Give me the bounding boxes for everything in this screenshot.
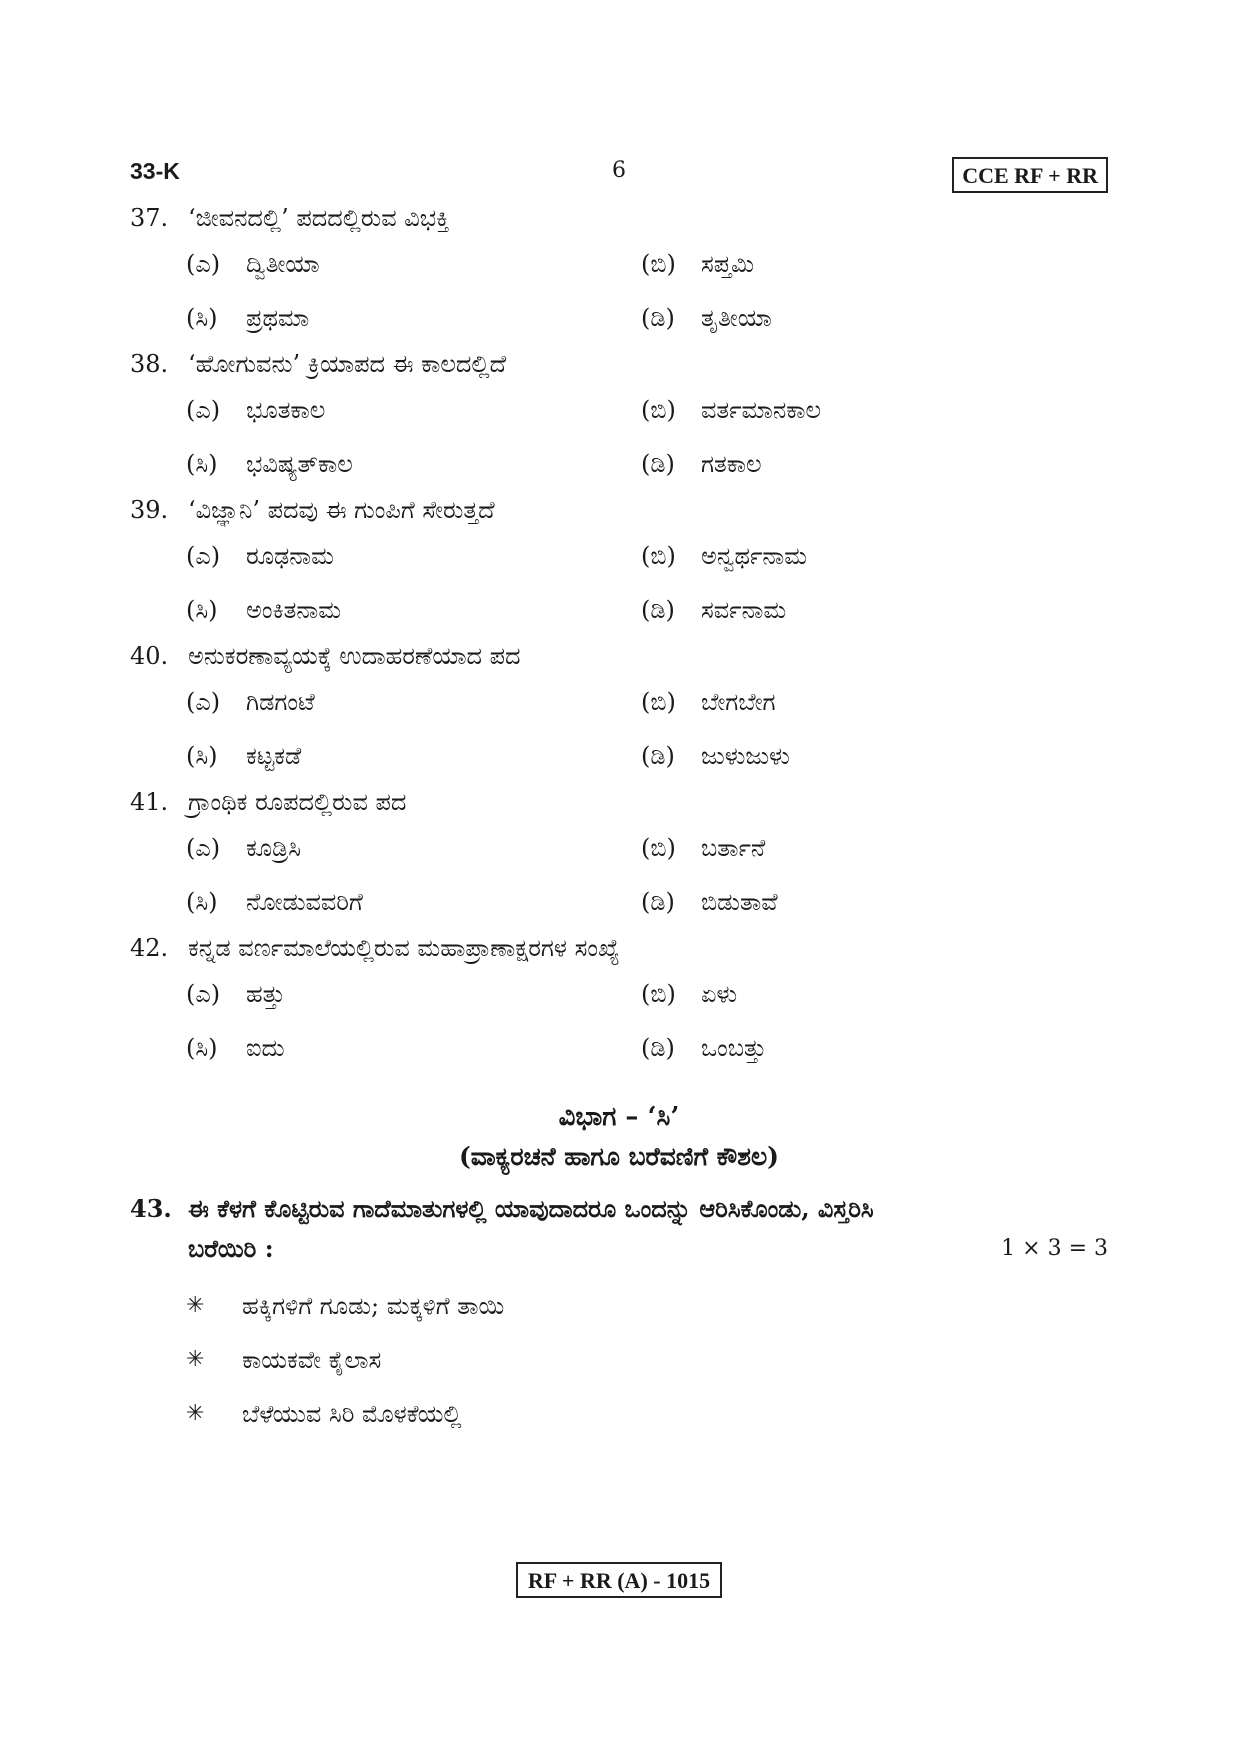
question-text: ‘ವಿಜ್ಞಾನಿ’ ಪದವು ಈ ಗುಂಪಿಗೆ ಸೇರುತ್ತದೆ <box>188 496 495 524</box>
option-label: (ಸಿ) <box>186 888 218 916</box>
question-text-line2: ಬರೆಯಿರಿ : <box>188 1234 274 1263</box>
question-42 <box>130 929 1108 1075</box>
option-text: ಗತಕಾಲ <box>701 450 762 478</box>
option-c <box>186 583 641 637</box>
option-b <box>641 675 1096 729</box>
option-text: ವರ್ತಮಾನಕಾಲ <box>701 396 822 424</box>
option-d <box>641 583 1096 637</box>
option-text: ಒಂಬತ್ತು <box>701 1034 767 1062</box>
option-text: ಅಂಕಿತನಾಮ <box>246 596 342 624</box>
option-text: ದ್ವಿತೀಯಾ <box>246 250 320 278</box>
question-text: ಈ ಕೆಳಗೆ ಕೊಟ್ಟಿರುವ ಗಾದೆಮಾತುಗಳಲ್ಲಿ ಯಾವುದಾದರೂ ಒಂದನ್ನು ಆರಿಸಿಕೊಂಡು, ವಿಸ್ತರಿಸಿ <box>188 1194 874 1223</box>
option-a <box>186 967 641 1021</box>
option-b <box>641 529 1096 583</box>
option-label: (ಡಿ) <box>641 888 675 916</box>
footer-code: RF + RR (A) - 1015 <box>516 1562 722 1598</box>
option-text: ಭವಿಷ್ಯತ್‌ಕಾಲ <box>246 450 353 478</box>
options-grid <box>186 967 1108 1075</box>
option-label: (ಸಿ) <box>186 596 218 624</box>
option-a <box>186 529 641 583</box>
question-number: 43. <box>130 1194 172 1223</box>
asterisk-bullet-icon: ✳ <box>186 1401 205 1426</box>
option-d <box>641 437 1096 491</box>
option-text: ಹತ್ತು <box>246 980 286 1008</box>
section-title: ವಿಭಾಗ – ‘ಸಿ’ <box>558 1102 680 1132</box>
option-label: (ಸಿ) <box>186 742 218 770</box>
options-grid <box>186 237 1108 345</box>
option-c <box>186 437 641 491</box>
question-text: ಅನುಕರಣಾವ್ಯಯಕ್ಕೆ ಉದಾಹರಣೆಯಾದ ಪದ <box>188 642 521 670</box>
option-text: ಭೂತಕಾಲ <box>246 396 326 424</box>
option-b <box>641 967 1096 1021</box>
option-text: ಬೇಗಬೇಗ <box>701 688 776 716</box>
question-38 <box>130 345 1108 491</box>
option-label: (ಬಿ) <box>641 542 676 570</box>
option-a <box>186 821 641 875</box>
option-d <box>641 875 1096 929</box>
option-text: ಕಟ್ಟಕಡೆ <box>246 742 302 770</box>
option-text: ಅನ್ವರ್ಥನಾಮ <box>701 542 808 570</box>
option-label: (ಬಿ) <box>641 980 676 1008</box>
list-item <box>186 1333 1108 1387</box>
option-a <box>186 675 641 729</box>
option-b <box>641 383 1096 437</box>
option-label: (ಎ) <box>186 250 221 278</box>
question-text: ‘ಹೋಗುವನು’ ಕ್ರಿಯಾಪದ ಈ ಕಾಲದಲ್ಲಿದೆ <box>188 350 507 378</box>
list-item <box>186 1279 1108 1333</box>
option-label: (ಬಿ) <box>641 834 676 862</box>
paper-code: 33-K <box>130 158 180 184</box>
options-grid <box>186 383 1108 491</box>
option-label: (ಬಿ) <box>641 250 676 278</box>
option-text: ರೂಢನಾಮ <box>246 542 334 570</box>
proverb-text: ಬೆಳೆಯುವ ಸಿರಿ ಮೊಳಕೆಯಲ್ಲಿ <box>242 1400 462 1428</box>
question-number: 42. <box>130 934 169 962</box>
page-number: 6 <box>612 158 626 183</box>
option-c <box>186 1021 641 1075</box>
option-text: ಏಳು <box>701 980 738 1008</box>
question-text: ‘ಜೀವನದಲ್ಲಿ’ ಪದದಲ್ಲಿರುವ ವಿಭಕ್ತಿ <box>188 204 450 232</box>
option-text: ಬಿಡುತಾವೆ <box>701 888 778 916</box>
question-41 <box>130 783 1108 929</box>
option-label: (ಸಿ) <box>186 304 218 332</box>
question-number: 37. <box>130 204 169 232</box>
option-d <box>641 291 1096 345</box>
option-text: ಕೂಡ್ರಿಸಿ <box>246 834 302 862</box>
option-text: ತೃತೀಯಾ <box>701 304 772 332</box>
option-label: (ಎ) <box>186 688 221 716</box>
question-number: 41. <box>130 788 169 816</box>
question-text-continued <box>188 1229 1108 1269</box>
option-c <box>186 875 641 929</box>
list-item <box>186 1387 1108 1441</box>
proverb-text: ಹಕ್ಕಿಗಳಿಗೆ ಗೂಡು; ಮಕ್ಕಳಿಗೆ ತಾಯಿ <box>242 1292 505 1320</box>
options-grid <box>186 675 1108 783</box>
proverb-list <box>186 1279 1108 1441</box>
proverb-text: ಕಾಯಕವೇ ಕೈಲಾಸ <box>242 1346 382 1374</box>
option-d <box>641 729 1096 783</box>
option-d <box>641 1021 1096 1075</box>
question-39 <box>130 491 1108 637</box>
option-text: ಪ್ರಥಮಾ <box>246 304 310 332</box>
options-grid <box>186 821 1108 929</box>
section-subtitle: (ವಾಕ್ಯರಚನೆ ಹಾಗೂ ಬರೆವಣಿಗೆ ಕೌಶಲ) <box>458 1142 780 1171</box>
option-c <box>186 291 641 345</box>
option-text: ಗಿಡಗಂಟೆ <box>246 688 315 716</box>
question-content <box>130 199 1108 1441</box>
option-label: (ಎ) <box>186 396 221 424</box>
option-text: ಜುಳುಜುಳು <box>701 742 790 770</box>
asterisk-bullet-icon: ✳ <box>186 1347 205 1372</box>
marks-allotment: 1 × 3 = 3 <box>1001 1236 1108 1261</box>
option-label: (ಸಿ) <box>186 450 218 478</box>
option-b <box>641 237 1096 291</box>
option-label: (ಡಿ) <box>641 450 675 478</box>
option-label: (ಎ) <box>186 834 221 862</box>
option-label: (ಡಿ) <box>641 596 675 624</box>
question-number: 40. <box>130 642 169 670</box>
question-37 <box>130 199 1108 345</box>
page-footer <box>0 1562 1238 1598</box>
question-number: 39. <box>130 496 169 524</box>
option-text: ಐದು <box>246 1034 285 1062</box>
option-text: ಬರ್ತಾನೆ <box>701 834 766 862</box>
series-box: CCE RF + RR <box>952 157 1108 193</box>
option-label: (ಎ) <box>186 980 221 1008</box>
options-grid <box>186 529 1108 637</box>
option-label: (ಬಿ) <box>641 688 676 716</box>
option-text: ಸರ್ವನಾಮ <box>701 596 787 624</box>
asterisk-bullet-icon: ✳ <box>186 1293 205 1318</box>
question-text: ಕನ್ನಡ ವರ್ಣಮಾಲೆಯಲ್ಲಿರುವ ಮಹಾಪ್ರಾಣಾಕ್ಷರಗಳ ಸಂಖ್ಯೆ <box>188 934 620 962</box>
option-label: (ಸಿ) <box>186 1034 218 1062</box>
option-text: ಸಪ್ತಮಿ <box>701 250 755 278</box>
option-a <box>186 383 641 437</box>
question-43 <box>130 1189 1108 1441</box>
option-b <box>641 821 1096 875</box>
option-label: (ಡಿ) <box>641 304 675 332</box>
section-heading <box>130 1097 1108 1177</box>
question-text: ಗ್ರಾಂಥಿಕ ರೂಪದಲ್ಲಿರುವ ಪದ <box>188 788 407 816</box>
option-label: (ಎ) <box>186 542 221 570</box>
option-label: (ಡಿ) <box>641 742 675 770</box>
option-c <box>186 729 641 783</box>
option-text: ನೋಡುವವರಿಗೆ <box>246 888 363 916</box>
option-label: (ಡಿ) <box>641 1034 675 1062</box>
option-a <box>186 237 641 291</box>
option-label: (ಬಿ) <box>641 396 676 424</box>
page-header <box>130 150 1108 190</box>
question-40 <box>130 637 1108 783</box>
question-number: 38. <box>130 350 169 378</box>
